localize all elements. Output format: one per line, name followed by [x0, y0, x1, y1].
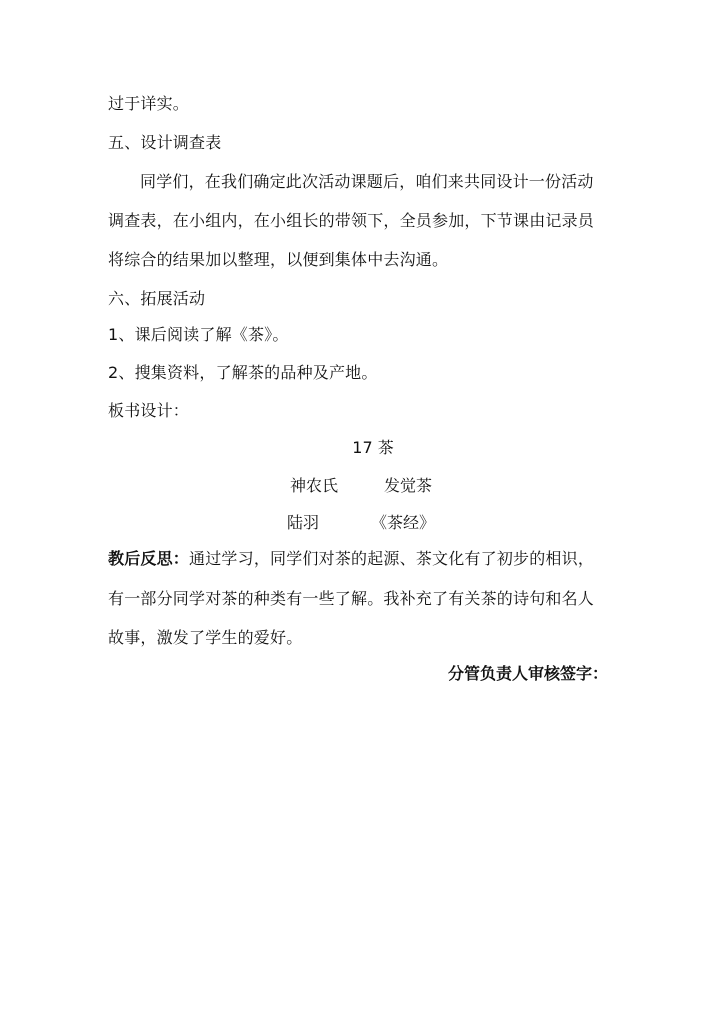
list-item-2: 2、搜集资料，了解茶的品种及产地。	[108, 363, 378, 382]
paragraph-line-3: 将综合的结果加以整理，以便到集体中去沟通。	[108, 250, 449, 269]
board-title: 17 茶	[352, 438, 394, 457]
reflection-line-3: 故事，激发了学生的爱好。	[108, 628, 303, 647]
section-heading-6: 六、拓展活动	[108, 289, 206, 308]
board-row2-right: 《茶经》	[371, 513, 436, 532]
text-line-1: 过于详实。	[108, 94, 190, 113]
paragraph-line-2: 调查表，在小组内，在小组长的带领下，全员参加，下节课由记录员	[108, 211, 595, 230]
section-heading-5: 五、设计调查表	[108, 133, 222, 152]
reflection-line-2: 有一部分同学对茶的种类有一些了解。我补充了有关茶的诗句和名人	[108, 589, 595, 608]
reflection-label: 教后反思：	[108, 549, 190, 568]
list-item-1: 1、课后阅读了解《茶》。	[108, 325, 289, 344]
paragraph-line-1: 同学们，在我们确定此次活动课题后，咱们来共同设计一份活动	[140, 172, 594, 191]
board-row1-left: 神农氏	[290, 476, 339, 495]
board-row1-right: 发觉茶	[384, 476, 433, 495]
board-row2-left: 陆羽	[287, 513, 320, 532]
reflection-text-1: 通过学习，同学们对茶的起源、茶文化有了初步的相识，	[189, 549, 595, 568]
signature-label: 分管负责人审核签字：	[447, 664, 608, 683]
reflection-line-1	[108, 549, 594, 569]
board-design-heading: 板书设计：	[108, 401, 190, 420]
